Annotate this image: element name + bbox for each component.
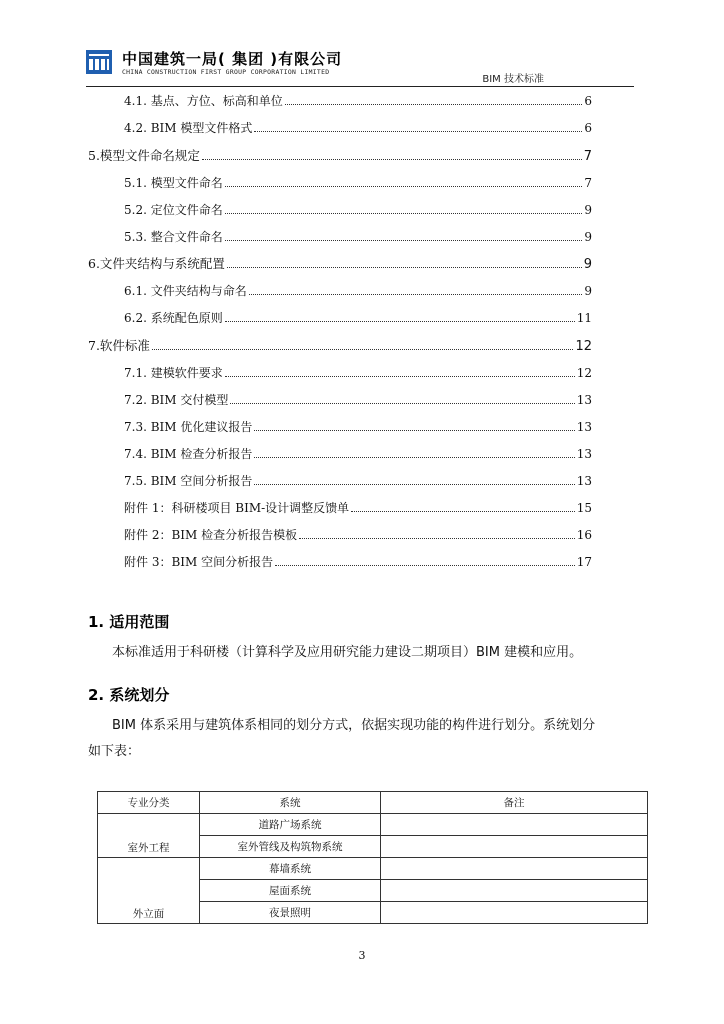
section-1-body: 本标准适用于科研楼（计算科学及应用研究能力建设二期项目）BIM 建模和应用。 <box>112 645 583 660</box>
toc-leader-dots <box>225 239 583 241</box>
toc-entry[interactable] <box>124 391 592 409</box>
toc-entry[interactable] <box>88 336 592 354</box>
section-2-body-line2: 如下表： <box>88 744 141 759</box>
toc-entry-page: 16 <box>576 528 592 542</box>
toc-entry[interactable] <box>124 228 592 246</box>
toc-entry-label: 5.3. 整合文件命名 <box>124 230 223 244</box>
toc-entry[interactable] <box>124 553 592 571</box>
table-row <box>98 814 648 836</box>
toc-entry[interactable] <box>124 472 592 490</box>
toc-leader-dots <box>202 158 582 160</box>
toc-entry-page: 13 <box>576 447 592 461</box>
toc-entry-page: 7 <box>583 149 592 164</box>
toc-entry-label: 6.2. 系统配色原则 <box>124 311 223 325</box>
toc-entry-page: 9 <box>584 230 592 244</box>
toc-entry[interactable] <box>124 526 592 544</box>
toc-leader-dots <box>225 375 575 377</box>
toc-entry-page: 13 <box>576 393 592 407</box>
system-cell: 夜景照明 <box>200 902 381 924</box>
toc-entry-label: 5.2. 定位文件命名 <box>124 203 223 217</box>
toc-entry-label: 7.4. BIM 检查分析报告 <box>124 447 253 461</box>
toc-leader-dots <box>227 266 582 268</box>
section-2-title: 2. 系统划分 <box>88 686 170 704</box>
system-cell: 幕墙系统 <box>200 858 381 880</box>
toc-entry-label: 7.1. 建模软件要求 <box>124 366 223 380</box>
toc-entry-label: 4.1. 基点、方位、标高和单位 <box>124 94 283 108</box>
toc-entry-label: 7.软件标准 <box>88 338 150 353</box>
toc-entry-page: 6 <box>584 121 592 135</box>
toc-entry-label: 7.3. BIM 优化建议报告 <box>124 420 253 434</box>
table-row <box>98 858 648 880</box>
toc-entry-label: 7.2. BIM 交付模型 <box>124 393 229 407</box>
table-header-cell: 专业分类 <box>98 792 200 814</box>
toc-leader-dots <box>351 510 575 512</box>
toc-entry-page: 9 <box>584 203 592 217</box>
system-cell: 室外管线及构筑物系统 <box>200 836 381 858</box>
toc-entry-page: 17 <box>576 555 592 569</box>
note-cell <box>381 836 648 858</box>
header-standard-title: BIM 技术标准 <box>482 74 544 85</box>
category-cell: 外立面 <box>98 858 200 924</box>
toc-entry[interactable] <box>124 119 592 137</box>
section-2-body-line1: BIM 体系采用与建筑体系相同的划分方式，依据实现功能的构件进行划分。系统划分 <box>112 718 596 733</box>
toc-entry-label: 5.1. 模型文件命名 <box>124 176 223 190</box>
toc-entry-page: 9 <box>584 284 592 298</box>
toc-entry[interactable] <box>124 201 592 219</box>
system-cell: 屋面系统 <box>200 880 381 902</box>
toc-leader-dots <box>275 564 575 566</box>
system-cell: 道路广场系统 <box>200 814 381 836</box>
toc-leader-dots <box>254 483 574 485</box>
toc-entry-page: 13 <box>576 420 592 434</box>
category-cell: 室外工程 <box>98 814 200 858</box>
toc-leader-dots <box>225 320 575 322</box>
toc-entry[interactable] <box>124 499 592 517</box>
table-header-row <box>98 792 648 814</box>
toc-leader-dots <box>249 293 583 295</box>
toc-leader-dots <box>254 429 574 431</box>
company-name-en: CHINA CONSTRUCTION FIRST GROUP CORPORATION LIMITED <box>122 68 330 76</box>
toc-entry-page: 6 <box>584 94 592 108</box>
toc-entry-label: 附件 1：科研楼项目 BIM-设计调整反馈单 <box>124 501 350 515</box>
cscec-logo-icon <box>86 50 112 74</box>
note-cell <box>381 902 648 924</box>
toc-entry-label: 附件 2：BIM 检查分析报告模板 <box>124 528 298 542</box>
toc-entry[interactable] <box>124 174 592 192</box>
company-name-cn: 中国建筑一局( 集团 )有限公司 <box>122 50 343 68</box>
system-division-table <box>97 791 648 924</box>
toc-entry-page: 13 <box>576 474 592 488</box>
toc-entry[interactable] <box>124 445 592 463</box>
toc-leader-dots <box>225 185 583 187</box>
toc-leader-dots <box>254 456 574 458</box>
page-header <box>86 48 634 87</box>
toc-leader-dots <box>254 130 582 132</box>
toc-entry-page: 15 <box>576 501 592 515</box>
toc-leader-dots <box>299 537 575 539</box>
page-number: 3 <box>358 949 366 962</box>
table-header-cell: 备注 <box>381 792 648 814</box>
toc-entry-page: 12 <box>575 339 592 354</box>
table-header-cell: 系统 <box>200 792 381 814</box>
toc-entry[interactable] <box>88 146 592 164</box>
note-cell <box>381 858 648 880</box>
note-cell <box>381 880 648 902</box>
toc-entry-label: 5.模型文件命名规定 <box>88 148 200 163</box>
toc-entry-label: 4.2. BIM 模型文件格式 <box>124 121 253 135</box>
toc-entry-label: 7.5. BIM 空间分析报告 <box>124 474 253 488</box>
toc-entry[interactable] <box>124 364 592 382</box>
toc-entry-page: 7 <box>584 176 592 190</box>
toc-entry-label: 6.文件夹结构与系统配置 <box>88 256 225 271</box>
toc-entry-page: 9 <box>583 257 592 272</box>
toc-entry[interactable] <box>88 254 592 272</box>
toc-entry[interactable] <box>124 282 592 300</box>
toc-leader-dots <box>230 402 574 404</box>
toc-entry-label: 6.1. 文件夹结构与命名 <box>124 284 247 298</box>
section-1-title: 1. 适用范围 <box>88 613 170 631</box>
toc-entry-page: 12 <box>576 366 592 380</box>
toc-entry[interactable] <box>124 309 592 327</box>
note-cell <box>381 814 648 836</box>
toc-leader-dots <box>152 348 574 350</box>
toc-entry-label: 附件 3：BIM 空间分析报告 <box>124 555 274 569</box>
toc-entry-page: 11 <box>576 311 592 325</box>
toc-leader-dots <box>285 103 583 105</box>
toc-entry[interactable] <box>124 92 592 110</box>
toc-leader-dots <box>225 212 583 214</box>
toc-entry[interactable] <box>124 418 592 436</box>
